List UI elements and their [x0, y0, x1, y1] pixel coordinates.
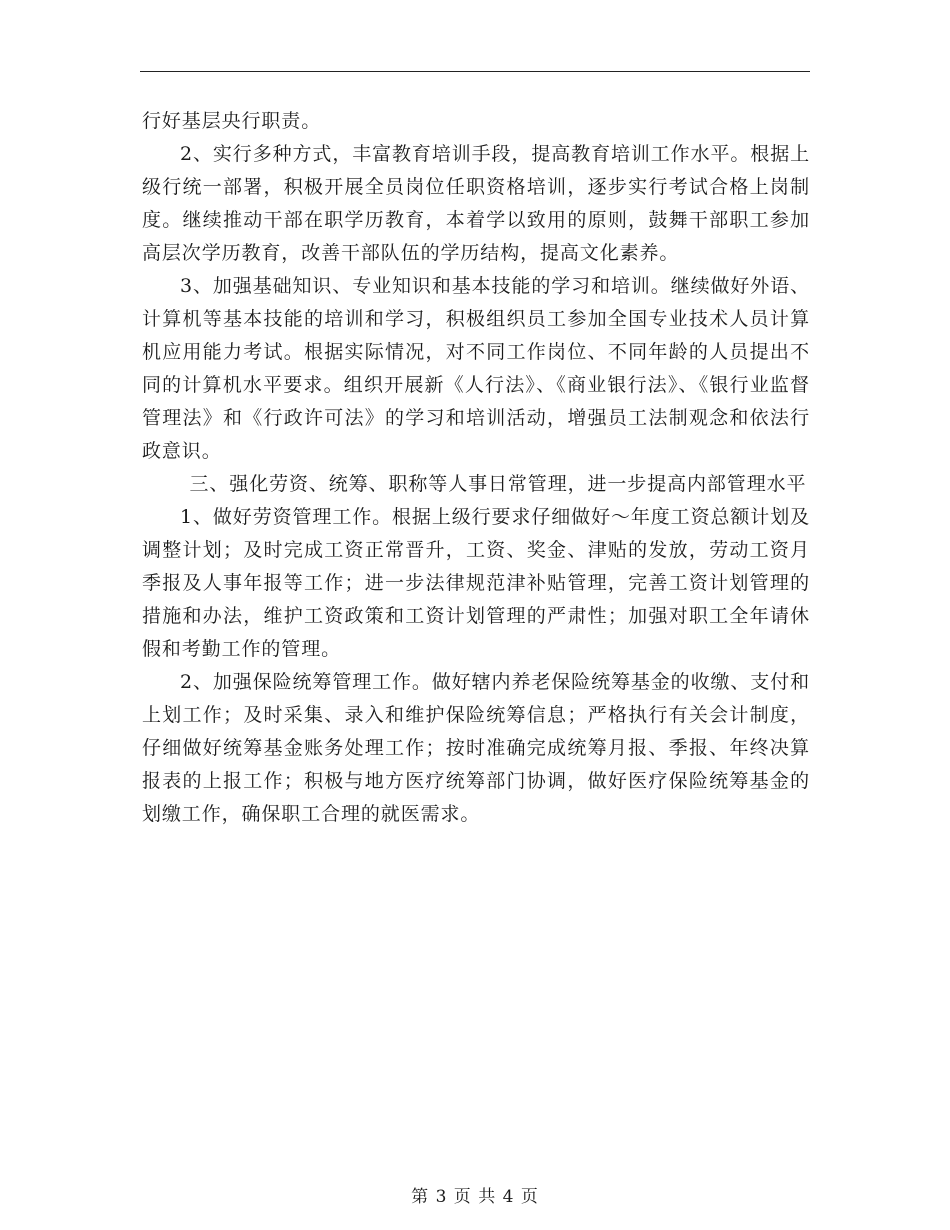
document-body	[142, 105, 810, 831]
section-heading-3: 三、强化劳资、统筹、职称等人事日常管理，进一步提高内部管理水平	[189, 473, 807, 495]
paragraph-item-3-skills: 3、加强基础知识、专业知识和基本技能的学习和培训。继续做好外语、计算机等基本技能的培训和学习，积极组织员工参加全国专业技术人员计算机应用能力考试。根据实际情况，对不同工作岗位、不同年龄的人员提出不同的计算机水平要求。组织开展新《人行法》、《商业银行法》、《银行业监督管理法》和《行政许可法》的学习和培训活动，增强员工法制观念和依法行政意识。	[142, 275, 810, 462]
page-number: 第 3 页 共 4 页	[411, 1187, 539, 1207]
paragraph-item-1-payroll: 1、做好劳资管理工作。根据上级行要求仔细做好～年度工资总额计划及调整计划；及时完成工资正常晋升，工资、奖金、津贴的发放，劳动工资月季报及人事年报等工作；进一步法律规范津补贴管理，完善工资计划管理的措施和办法，维护工资政策和工资计划管理的严肃性；加强对职工全年请休假和考勤工作的管理。	[142, 506, 810, 660]
header-rule	[140, 71, 810, 72]
paragraph-continuation: 行好基层央行职责。	[142, 110, 322, 132]
paragraph-item-2-training: 2、实行多种方式，丰富教育培训手段，提高教育培训工作水平。根据上级行统一部署，积极开展全员岗位任职资格培训，逐步实行考试合格上岗制度。继续推动干部在职学历教育，本着学以致用的原则，鼓舞干部职工参加高层次学历教育，改善干部队伍的学历结构，提高文化素养。	[142, 143, 810, 264]
paragraph-item-2-insurance: 2、加强保险统筹管理工作。做好辖内养老保险统筹基金的收缴、支付和上划工作；及时采集、录入和维护保险统筹信息；严格执行有关会计制度，仔细做好统筹基金账务处理工作；按时准确完成统筹月报、季报、年终决算报表的上报工作；积极与地方医疗统筹部门协调，做好医疗保险统筹基金的划缴工作，确保职工合理的就医需求。	[142, 671, 810, 825]
